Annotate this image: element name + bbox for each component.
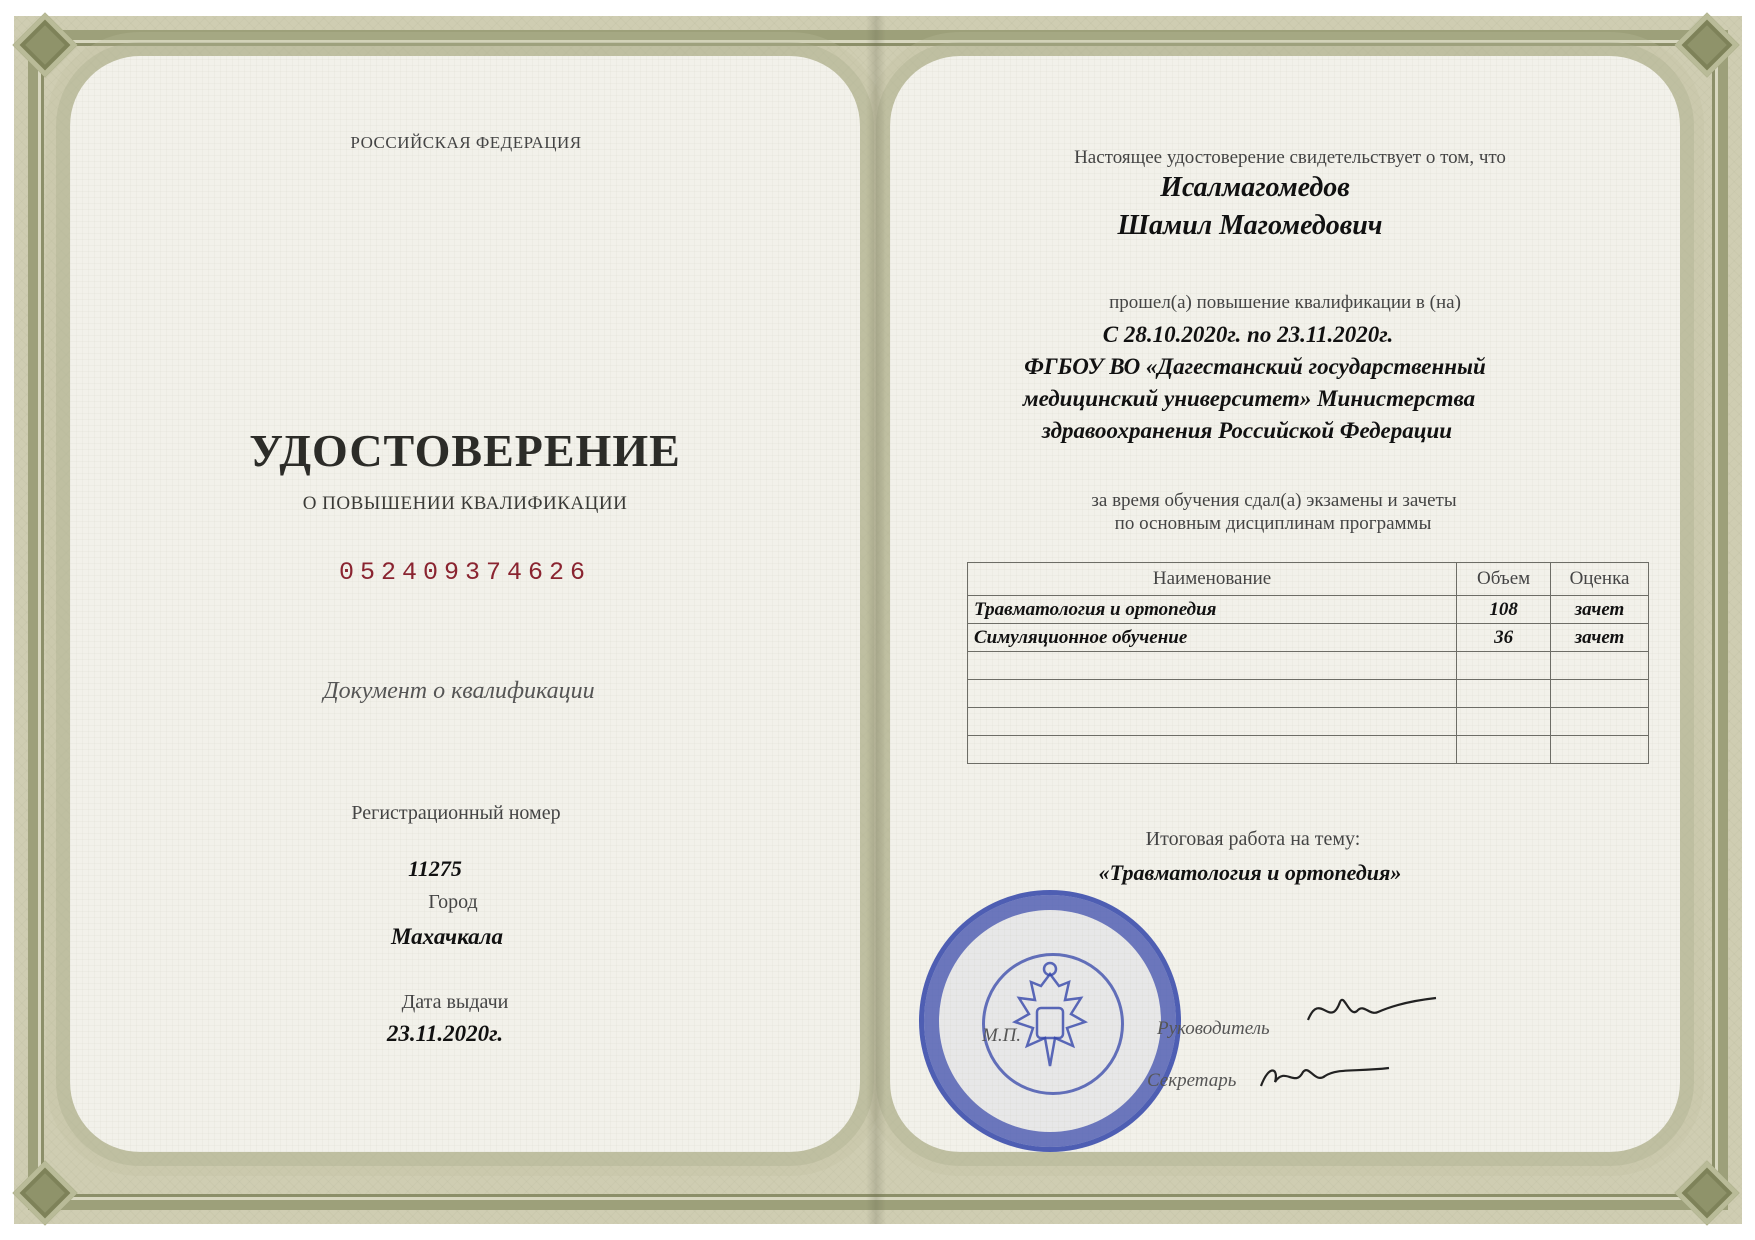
issue-date-value: 23.11.2020г. bbox=[386, 1021, 504, 1046]
mp-label: М.П. bbox=[982, 1025, 1022, 1046]
subject-grade: зачет bbox=[1551, 596, 1649, 624]
study-period: С 28.10.2020г. по 23.11.2020г. bbox=[1102, 322, 1394, 347]
reg-number-value: 11275 bbox=[408, 856, 462, 881]
subject-name bbox=[968, 652, 1457, 680]
institution-line-3: здравоохранения Российской Федерации bbox=[1041, 418, 1453, 443]
table-row bbox=[968, 652, 1649, 680]
head-signature bbox=[1300, 990, 1440, 1030]
header-volume: Объем bbox=[1457, 563, 1551, 596]
exams-line-2: по основным дисциплинам программы bbox=[1114, 513, 1432, 534]
official-seal bbox=[919, 890, 1181, 1152]
subject-volume bbox=[1457, 736, 1551, 764]
secretary-label: Секретарь bbox=[1147, 1070, 1237, 1091]
subject-name: Травматология и ортопедия bbox=[968, 596, 1457, 624]
date-label: Дата выдачи bbox=[401, 991, 509, 1013]
intro-text: Настоящее удостоверение свидетельствует о том, что bbox=[1074, 147, 1506, 168]
subject-volume bbox=[1457, 652, 1551, 680]
header-grade: Оценка bbox=[1551, 563, 1649, 596]
reg-number-label: Регистрационный номер bbox=[351, 802, 561, 824]
subject-name bbox=[968, 680, 1457, 708]
city-label: Город bbox=[428, 891, 478, 913]
left-page bbox=[70, 56, 860, 1152]
country-label: РОССИЙСКАЯ ФЕДЕРАЦИЯ bbox=[350, 133, 582, 152]
serial-number: 052409374626 bbox=[338, 558, 592, 587]
header-name: Наименование bbox=[968, 563, 1457, 596]
document-subtitle: О ПОВЫШЕНИИ КВАЛИФИКАЦИИ bbox=[302, 493, 628, 514]
final-work-topic: «Травматология и ортопедия» bbox=[1098, 860, 1402, 885]
seal-emblem bbox=[919, 890, 1181, 1152]
spine-fold bbox=[866, 16, 886, 1224]
table-row bbox=[968, 624, 1649, 652]
subject-grade bbox=[1551, 736, 1649, 764]
institution-line-1: ФГБОУ ВО «Дагестанский государственный bbox=[1024, 354, 1486, 379]
holder-surname: Исалмагомедов bbox=[1160, 172, 1350, 203]
subject-volume: 36 bbox=[1457, 624, 1551, 652]
final-work-label: Итоговая работа на тему: bbox=[1145, 828, 1361, 850]
subject-grade bbox=[1551, 708, 1649, 736]
subject-volume bbox=[1457, 680, 1551, 708]
table-header-row bbox=[968, 563, 1649, 596]
table-row bbox=[968, 708, 1649, 736]
grades-table bbox=[967, 562, 1649, 764]
institution-line-2: медицинский университет» Министерства bbox=[1022, 386, 1476, 411]
subject-grade: зачет bbox=[1551, 624, 1649, 652]
head-label: Руководитель bbox=[1157, 1018, 1270, 1039]
subject-name bbox=[968, 708, 1457, 736]
exams-line-1: за время обучения сдал(а) экзамены и зачеты bbox=[1091, 490, 1457, 511]
subject-name bbox=[968, 736, 1457, 764]
city-value: Махачкала bbox=[391, 924, 503, 949]
subject-name: Симуляционное обучение bbox=[968, 624, 1457, 652]
table-row bbox=[968, 736, 1649, 764]
secretary-signature bbox=[1255, 1058, 1395, 1098]
subject-volume: 108 bbox=[1457, 596, 1551, 624]
doc-type-label: Документ о квалификации bbox=[323, 678, 595, 704]
holder-given-names: Шамил Магомедович bbox=[1117, 210, 1383, 241]
subject-volume bbox=[1457, 708, 1551, 736]
subject-grade bbox=[1551, 652, 1649, 680]
table-row bbox=[968, 596, 1649, 624]
passed-text: прошел(а) повышение квалификации в (на) bbox=[1109, 292, 1461, 313]
document-title: УДОСТОВЕРЕНИЕ bbox=[249, 425, 681, 476]
subject-grade bbox=[1551, 680, 1649, 708]
table-row bbox=[968, 680, 1649, 708]
